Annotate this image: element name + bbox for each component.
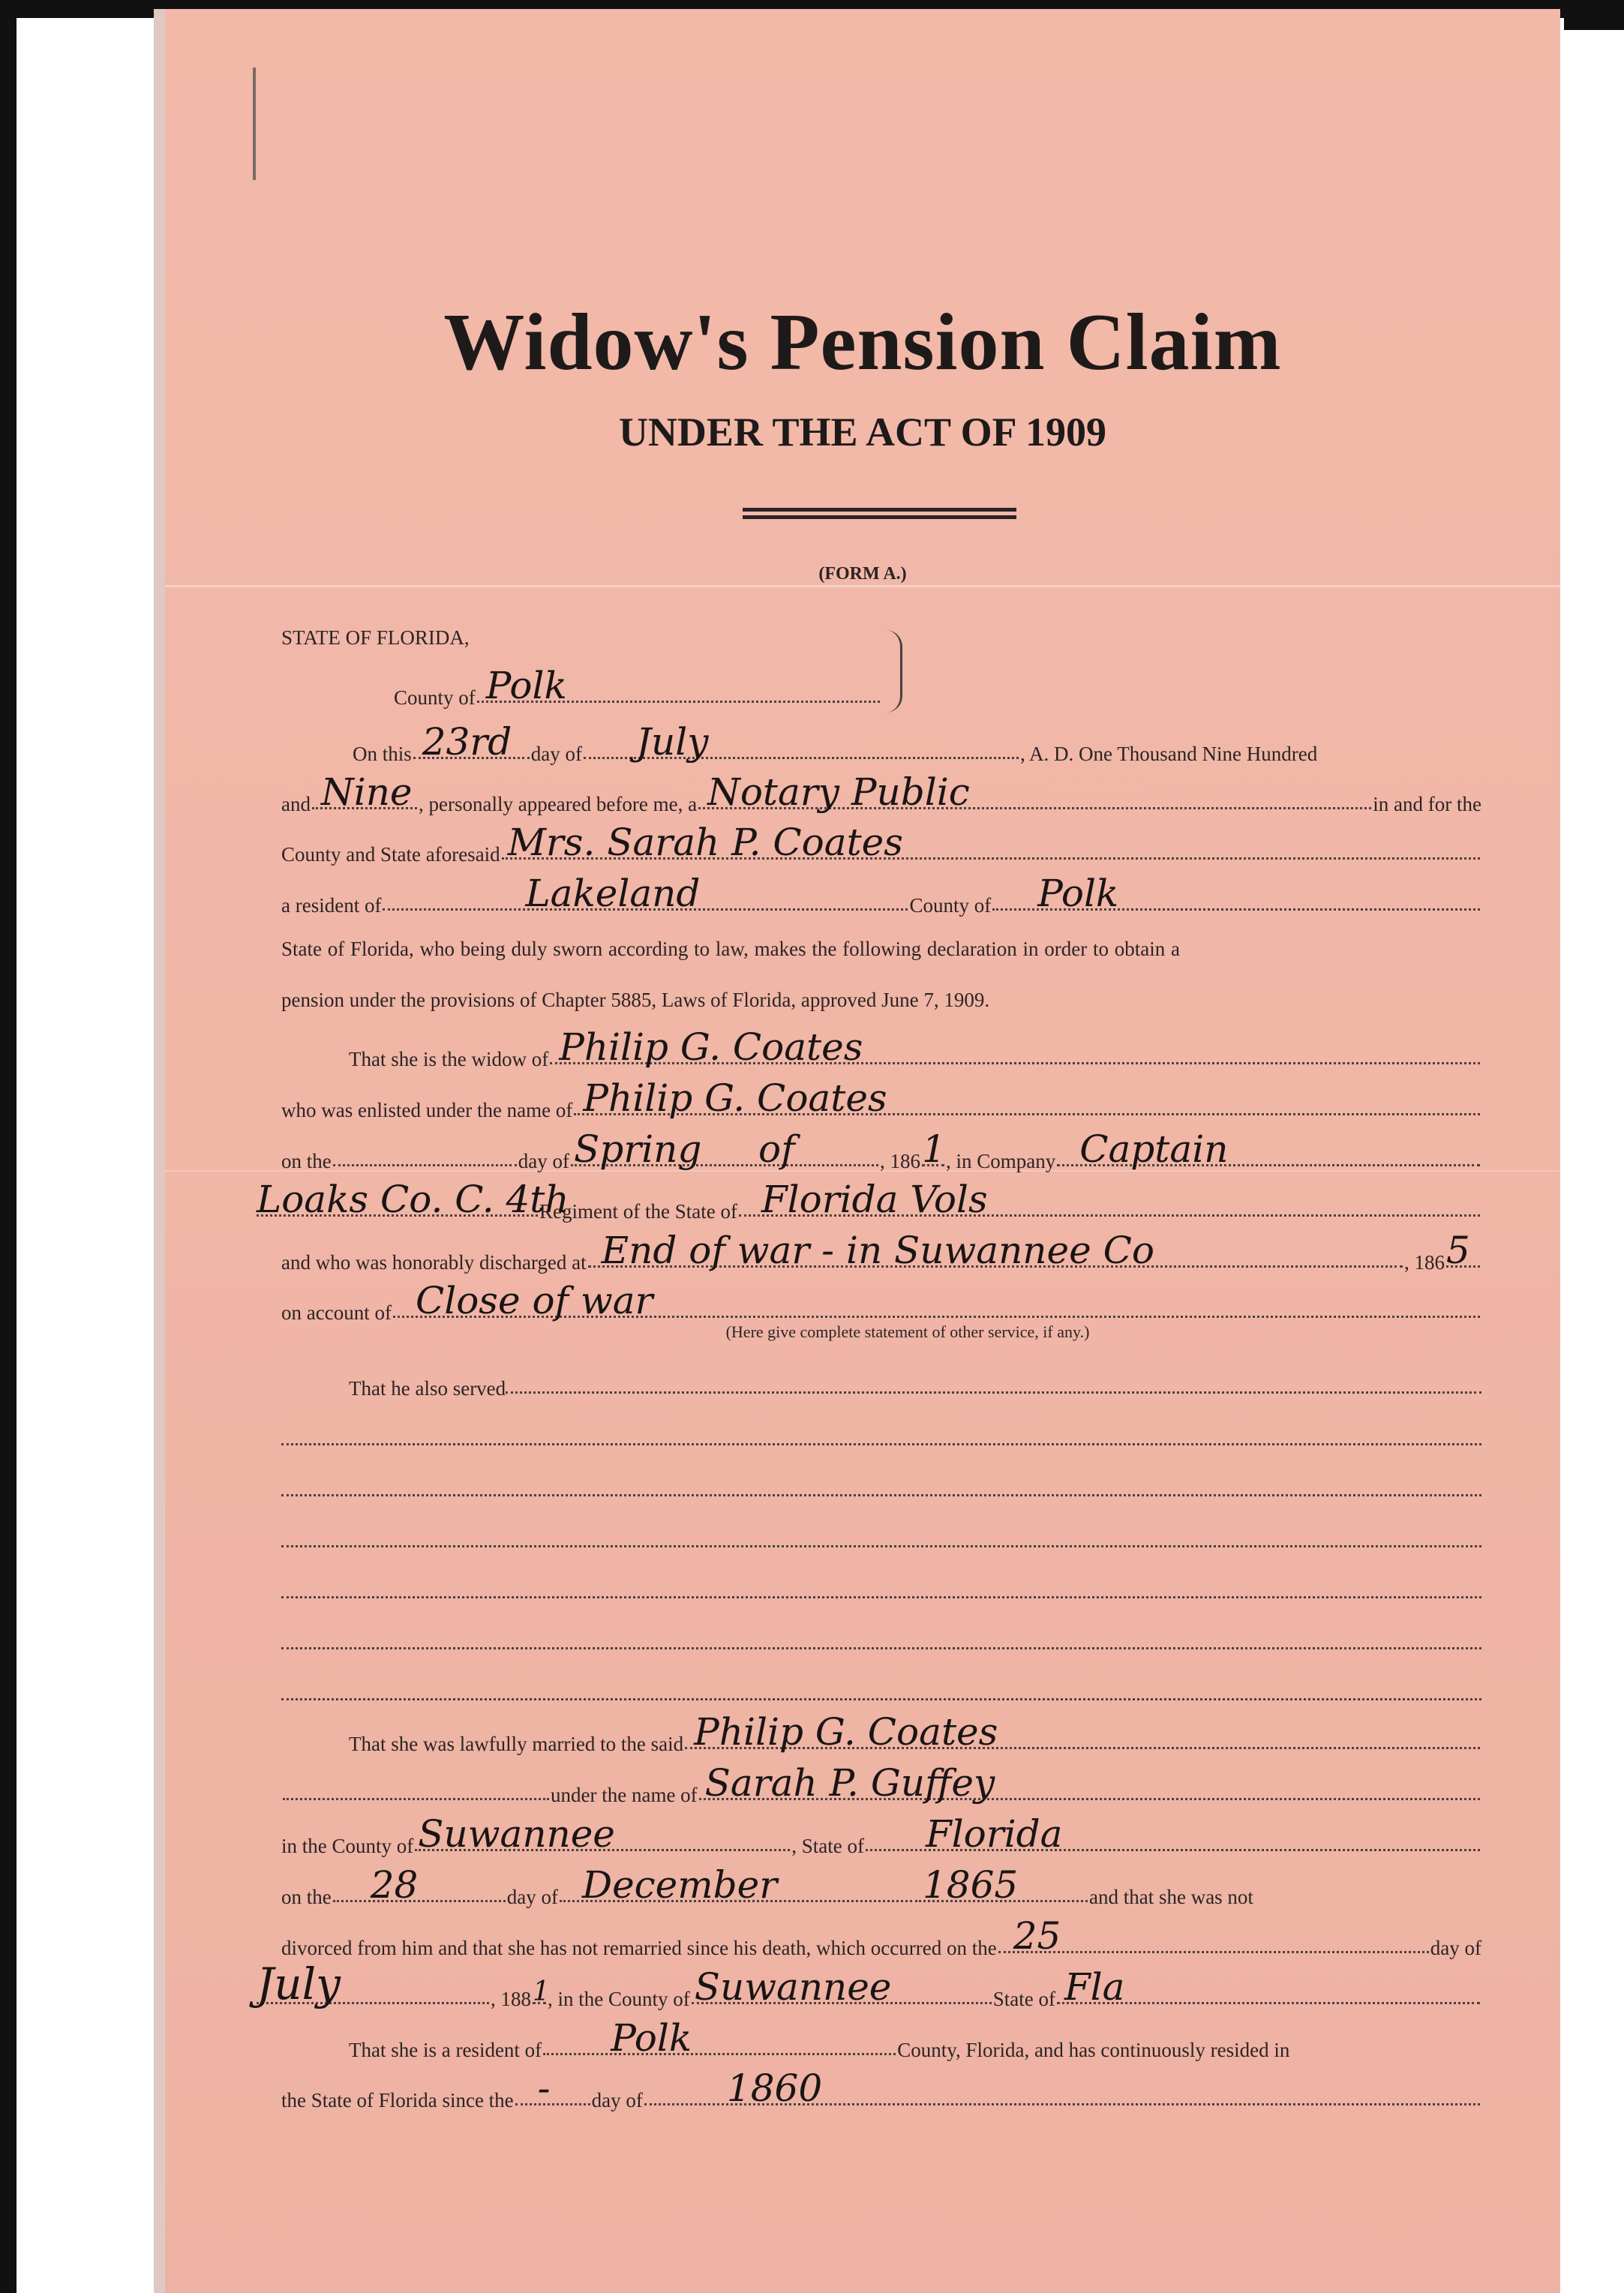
service-field-3[interactable] (281, 1523, 1481, 1549)
discharge-place-field[interactable] (588, 1229, 1403, 1272)
widow-of-line (281, 1025, 1481, 1070)
venue-brace (885, 630, 902, 713)
on-this-label: On this (353, 743, 412, 765)
death-day-value: 25 (1013, 1914, 1061, 1958)
discharge-line (281, 1229, 1481, 1274)
enlist-day-value: Spring (573, 1127, 702, 1171)
enlisted-label: who was enlisted under the name of (281, 1099, 573, 1121)
county-florida-label: County, Florida, and has continuously resided in (897, 2039, 1290, 2061)
aforesaid-label: County and State aforesaid (281, 843, 500, 866)
marriage-day-of-label: day of (506, 1886, 558, 1908)
maiden-prefix-field[interactable] (283, 1776, 549, 1802)
enlist-year-value: 1 (921, 1127, 946, 1171)
pension-act-line (281, 989, 1481, 1019)
discharge-year-label: , 186 (1404, 1251, 1445, 1274)
county-line (394, 664, 881, 709)
marriage-date-line (281, 1863, 1481, 1908)
marriage-county-value: Suwannee (418, 1812, 615, 1856)
marriage-year-value: 1865 (922, 1863, 1019, 1907)
enlist-year-field[interactable] (921, 1127, 946, 1171)
scan-border-right (1564, 0, 1624, 30)
married-to-field[interactable] (685, 1710, 1480, 1754)
declaration-line (281, 938, 1485, 968)
marriage-state-label: , State of (791, 1835, 864, 1857)
death-year-field[interactable] (533, 1976, 550, 2007)
marriage-state-value: Florida (925, 1812, 1063, 1856)
marriage-day-field[interactable] (333, 1863, 506, 1907)
marriage-month-field[interactable] (560, 1863, 912, 1907)
month-field[interactable] (584, 720, 1019, 764)
account-line (281, 1279, 1481, 1324)
residence-field[interactable] (383, 872, 908, 915)
regiment-state-field[interactable] (739, 1178, 1480, 1221)
death-state-field[interactable] (1057, 1965, 1480, 2009)
marriage-state-field[interactable] (866, 1812, 1480, 1856)
company-cont-field[interactable] (257, 1178, 569, 1221)
service-field-4[interactable] (281, 1574, 1481, 1600)
since-line (281, 2066, 1481, 2111)
discharged-label: and who was honorably discharged at (281, 1251, 587, 1274)
scan-border-left (0, 0, 17, 2293)
regiment-line (255, 1178, 1481, 1223)
year-word-value: Nine (320, 770, 413, 814)
under-name-label: under the name of (551, 1784, 698, 1806)
service-field-6[interactable] (281, 1676, 1481, 1702)
also-served-label: That he also served (349, 1377, 506, 1400)
death-line (281, 1914, 1481, 1959)
service-blank-line-6 (281, 1676, 1481, 1706)
enlist-day-field[interactable] (333, 1142, 517, 1168)
resident-county-label: County of (909, 894, 992, 917)
married-to-value: Philip G. Coates (694, 1710, 998, 1754)
state-label: STATE OF FLORIDA, (281, 626, 470, 649)
current-county-field[interactable] (543, 2016, 896, 2060)
day-value: 23rd (422, 720, 512, 764)
death-day-field[interactable] (998, 1914, 1429, 1958)
since-year-field[interactable] (644, 2066, 1480, 2110)
account-value: Close of war (415, 1279, 653, 1322)
resident-of-label: a resident of (281, 894, 382, 917)
service-field-2[interactable] (281, 1472, 1481, 1498)
enlist-year-label: , 186 (879, 1150, 920, 1172)
service-field-1[interactable] (281, 1421, 1481, 1447)
service-blank-line-2 (281, 1472, 1481, 1502)
enlisted-line (281, 1076, 1481, 1121)
title-rule-bottom (743, 515, 1016, 519)
marriage-day-value: 28 (370, 1863, 419, 1907)
enlisted-name-value: Philip G. Coates (583, 1076, 887, 1120)
state-line (281, 626, 1481, 656)
marriage-on-the-label: on the (281, 1886, 332, 1908)
account-field[interactable] (393, 1279, 1480, 1322)
marriage-month-value: December (581, 1863, 778, 1907)
enlisted-name-field[interactable] (574, 1076, 1480, 1120)
death-county-field[interactable] (692, 1965, 992, 2009)
discharge-year-field[interactable] (1446, 1229, 1480, 1272)
year-word-field[interactable] (312, 770, 417, 814)
maiden-name-line (281, 1761, 1481, 1806)
on-the-label: on the (281, 1150, 332, 1172)
day-of-label: day of (530, 743, 582, 765)
title-rule-top (743, 508, 1016, 512)
maiden-name-field[interactable] (699, 1761, 1480, 1805)
husband-field[interactable] (550, 1025, 1480, 1069)
service-blank-line-5 (281, 1625, 1481, 1655)
form-title: Widow's Pension Claim (443, 298, 1282, 387)
since-day-value: - (537, 2066, 551, 2110)
service-blank-line-1 (281, 1421, 1481, 1451)
pension-act-text: pension under the provisions of Chapter 5885, Laws of Florida, approved June 7, 1909. (281, 989, 990, 1011)
residence-county-field[interactable] (992, 872, 1480, 915)
married-line (281, 1710, 1481, 1755)
company-value: Captain (1079, 1127, 1229, 1171)
enlist-day-of-label: day of (518, 1150, 569, 1172)
company-cont-value: Loaks Co. C. 4th (257, 1178, 569, 1221)
paper-fold-upper (165, 585, 1560, 587)
death-state-value: Fla (1064, 1965, 1125, 2009)
remarried-text: divorced from him and that she has not remarried since his death, which occurred on the (281, 1937, 997, 1959)
since-year-value: 1860 (726, 2066, 823, 2110)
regiment-label: Regiment of the State of (539, 1200, 737, 1223)
marriage-year-field[interactable] (915, 1863, 1088, 1907)
claimant-field[interactable] (502, 821, 1480, 864)
also-served-line (281, 1370, 1481, 1400)
date-line (281, 720, 1481, 765)
current-county-value: Polk (611, 2016, 692, 2060)
death-month-value: July (257, 1958, 341, 2009)
death-day-of-label: day of (1430, 1937, 1481, 1959)
residence-county-value: Polk (1037, 872, 1119, 915)
binding-mark (253, 68, 256, 180)
enlist-month-field[interactable] (571, 1127, 878, 1171)
death-year-value: 1 (533, 1976, 550, 2007)
husband-value: Philip G. Coates (559, 1025, 863, 1069)
since-the-label: the State of Florida since the (281, 2089, 514, 2111)
maiden-name-value: Sarah P. Guffey (704, 1761, 995, 1805)
service-blank-line-3 (281, 1523, 1481, 1553)
county-label: County of (394, 686, 476, 709)
claimant-value: Mrs. Sarah P. Coates (507, 821, 903, 864)
other-service-caption: (Here give complete statement of other service, if any.) (725, 1322, 1090, 1341)
death-state-label: State of (992, 1988, 1055, 2010)
service-blank-line-4 (281, 1574, 1481, 1604)
appeared-label: , personally appeared before me, a (418, 793, 698, 815)
also-served-field[interactable] (506, 1370, 1481, 1395)
death-county-label: , in the County of (548, 1988, 690, 2010)
form-label: (FORM A.) (818, 564, 907, 584)
paper-edge (154, 9, 165, 2293)
married-label: That she was lawfully married to the said (349, 1733, 684, 1755)
current-resident-label: That she is a resident of (349, 2039, 542, 2061)
form-subtitle: UNDER THE ACT OF 1909 (618, 410, 1107, 455)
county-field[interactable] (477, 664, 880, 707)
claimant-line (281, 821, 1481, 866)
marriage-place-line (281, 1812, 1481, 1857)
and-label: and (281, 793, 311, 815)
declaration-text: State of Florida, who being duly sworn according to law, makes the following declaration in order to obtain a (281, 938, 1180, 960)
county-value: Polk (485, 664, 567, 707)
death-county-value: Suwannee (694, 1965, 892, 2009)
widow-of-label: That she is the widow of (349, 1048, 549, 1070)
ad-label: , A. D. One Thousand Nine Hundred (1020, 743, 1318, 765)
marriage-county-field[interactable] (415, 1812, 790, 1856)
current-residence-line (281, 2016, 1481, 2061)
account-label: on account of (281, 1301, 392, 1324)
discharge-year-value: 5 (1446, 1229, 1470, 1272)
enlist-date-line (281, 1127, 1481, 1172)
service-field-5[interactable] (281, 1625, 1481, 1651)
scan-margin-right (1564, 0, 1624, 2293)
since-day-of-label: day of (591, 2089, 643, 2111)
death-place-line (255, 1958, 1481, 2010)
in-company-label: , in Company (945, 1150, 1056, 1172)
month-value: July (636, 720, 709, 764)
regiment-state-value: Florida Vols (761, 1178, 988, 1221)
not-divorced-label: and that she was not (1088, 1886, 1253, 1908)
in-and-for-label: in and for the (1373, 793, 1481, 815)
company-field[interactable] (1057, 1127, 1480, 1171)
officer-value: Notary Public (707, 770, 970, 814)
discharge-place-value: End of war - in Suwannee Co (601, 1229, 1154, 1272)
officer-field[interactable] (698, 770, 1371, 814)
since-day-field[interactable] (515, 2066, 590, 2110)
enlist-of-value: of (758, 1127, 795, 1171)
appeared-line (281, 770, 1481, 815)
residence-value: Lakeland (525, 872, 701, 915)
death-year-label: , 188 (491, 1988, 531, 2010)
marriage-county-label: in the County of (281, 1835, 414, 1857)
death-month-field[interactable] (257, 1958, 489, 2009)
residence-line (281, 872, 1481, 917)
day-field[interactable] (413, 720, 530, 764)
